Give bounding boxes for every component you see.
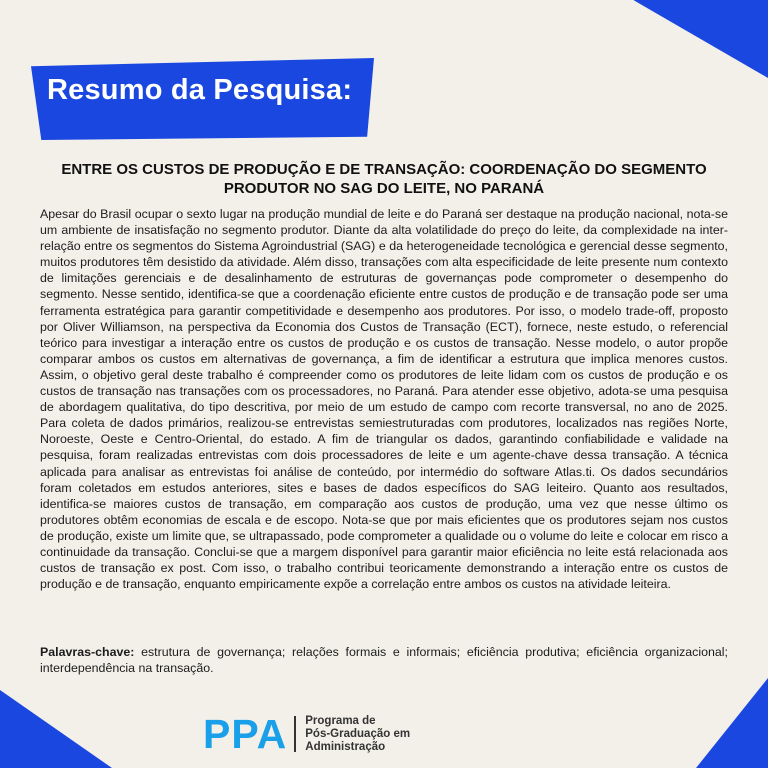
abstract-text: Apesar do Brasil ocupar o sexto lugar na produção mundial de leite e do Paraná ser destaque na produção nacional, nota-se um ambiente de insatisfação no segmento produtor. Diante da alta volatilidade do preço do leite, da complexidade na inter-relação entre os segmentos do Sistema Agroindustrial (SAG) e da heterogeneidade tecnológica e gerencial desse segmento, muitos produtores têm desistido da atividade. Além disso, transações com alta especificidade de leite presente num contexto de limitações gerenciais e de desalinhamento de estruturas de governanças pode comprometer o desempenho do segmento. Nesse sentido, identifica-se que a coordenação eficiente entre custos de produção e de transação pode ser uma ferramenta estratégica para garantir competitividade e desempenho aos produtores. Por isso, o modelo trade-off, proposto por Oliver Williamson, na perspectiva da Economia dos Custos de Transação (ECT), fornece, neste estudo, o referencial teórico para investigar a interação entre os custos de produção e os custos de transação. Nesse modelo, o autor propõe comparar ambos os custos em alternativas de governança, a fim de identificar a estrutura que implica menores custos. Assim, o objetivo geral deste trabalho é compreender como os produtores de leite lidam com os custos de produção e os custos de transação nas transações com os processadores, no Paraná. Para atender esse objetivo, adota-se uma pesquisa de abordagem qualitativa, do tipo descritiva, por meio de um estudo de campo com recorte transversal, no ano de 2025. Para coleta de dados primários, realizou-se entrevistas semiestruturadas com produtores, localizados nas regiões Norte, Noroeste, Oeste e Centro-Oriental, do estado. A fim de triangular os dados, garantindo confiabilidade e validade na pesquisa, foram realizadas entrevistas com dois processadores de leite e um agente-chave dessa transação. A técnica aplicada para analisar as entrevistas foi análise de conteúdo, por intermédio do software Atlas.ti. Os dados secundários foram coletados em estudos anteriores, sites e bases de dados específicos do SAG leiteiro. Quanto aos resultados, identifica-se maiores custos de transação, em comparação aos custos de produção, uma vez que nesse último os produtores obtêm economias de escala e de escopo. Nota-se que por mais eficientes que os produtores sejam nos custos de produção, existe um limite que, se ultrapassado, pode comprometer a qualidade ou o volume do leite e colocar em risco a continuidade da transação. Conclui-se que a margem disponível para garantir maior eficiência no leite está relacionada aos custos de transação ex post. Com isso, o trabalho contribui teoricamente demonstrando a interação entre os custos de produção e de transação, enquanto empiricamente expõe a correlação entre ambos os custos na atividade leiteira.: [40, 207, 728, 592]
banner-title: Resumo da Pesquisa:: [47, 74, 353, 106]
logo-line-3: Administração: [305, 740, 386, 753]
document-title: ENTRE OS CUSTOS DE PRODUÇÃO E DE TRANSAÇÃO: COORDENAÇÃO DO SEGMENTO PRODUTOR NO SAG DO LEITE, NO PARANÁ: [61, 161, 707, 197]
logo-divider: [294, 716, 296, 752]
corner-decoration-top-right: [570, 0, 768, 78]
corner-decoration-bottom-left: [0, 690, 112, 768]
ppa-logo: [203, 712, 410, 756]
logo-line-1: Programa de: [305, 714, 376, 727]
corner-decoration-bottom-right: [696, 678, 768, 768]
keywords-paragraph: [40, 644, 728, 676]
logo-text: [305, 715, 410, 754]
keywords-label: Palavras-chave:: [40, 645, 135, 659]
keywords-text: estrutura de governança; relações formais e informais; eficiência produtiva; eficiência organizacional; interdependência na transação.: [40, 645, 728, 676]
logo-mark: PPA: [203, 711, 288, 757]
logo-line-2: Pós-Graduação em: [305, 727, 411, 740]
